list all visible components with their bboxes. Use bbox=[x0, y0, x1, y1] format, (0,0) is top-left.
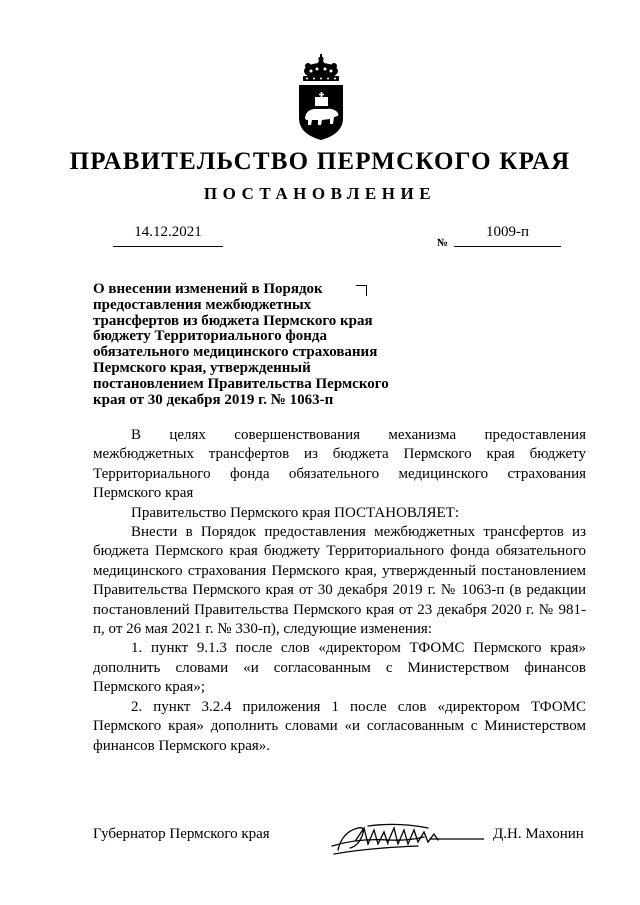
resolves-paragraph: Правительство Пермского края ПОСТАНОВЛЯЕТ: bbox=[131, 504, 460, 521]
item-2-paragraph: 2. пункт 3.2.4 приложения 1 после слов «директором ТФОМС Пермского края» дополнить словами «и согласованным с Министерством финансов Пермского края». bbox=[93, 698, 586, 754]
number-underline bbox=[454, 246, 561, 247]
government-title: ПРАВИТЕЛЬСТВО ПЕРМСКОГО КРАЯ bbox=[69, 148, 571, 175]
document-type: ПОСТАНОВЛЕНИЕ bbox=[203, 184, 437, 203]
document-subject: О внесении изменений в Порядок предоставления межбюджетных трансфертов из бюджета Пермского края бюджету Территориального фонда обязательного медицинского страхования Пермского края, утвержденный постановлением Правительства Пермского края от 30 декабря 2019 г. № 1063-п bbox=[93, 281, 389, 408]
amendment-paragraph: Внести в Порядок предоставления межбюджетных трансфертов из бюджета Пермского края бюджету Территориального фонда обязательного медицинского страхования Пермского края, утвержденный постановлением Правительства Пермского края от 30 декабря 2019 г. № 1063-п (в редакции постановлений Правительства Пермского края от 23 декабря 2020 г. № 981-п, от 26 мая 2021 г. № 330-п), следующие изменения: bbox=[93, 524, 586, 638]
document-body bbox=[93, 426, 586, 756]
signatory-title: Губернатор Пермского края bbox=[93, 826, 270, 842]
date-underline bbox=[113, 246, 223, 247]
perm-krai-coat-of-arms-icon bbox=[296, 54, 346, 142]
handwritten-signature bbox=[328, 818, 484, 858]
item-1-paragraph: 1. пункт 9.1.3 после слов «директором ТФОМС Пермского края» дополнить словами «и согласованным с Министерством финансов Пермского края»; bbox=[93, 640, 586, 696]
document-number: 1009-п bbox=[485, 224, 530, 240]
signatory-name: Д.Н. Махонин bbox=[493, 826, 584, 842]
preamble-paragraph: В целях совершенствования механизма предоставления межбюджетных трансфертов из бюджета Пермского края бюджету Территориального фонда обязательного медицинского страхования Пермского края bbox=[93, 427, 586, 502]
document-date: 14.12.2021 bbox=[134, 224, 202, 240]
number-sign: № bbox=[437, 237, 449, 249]
